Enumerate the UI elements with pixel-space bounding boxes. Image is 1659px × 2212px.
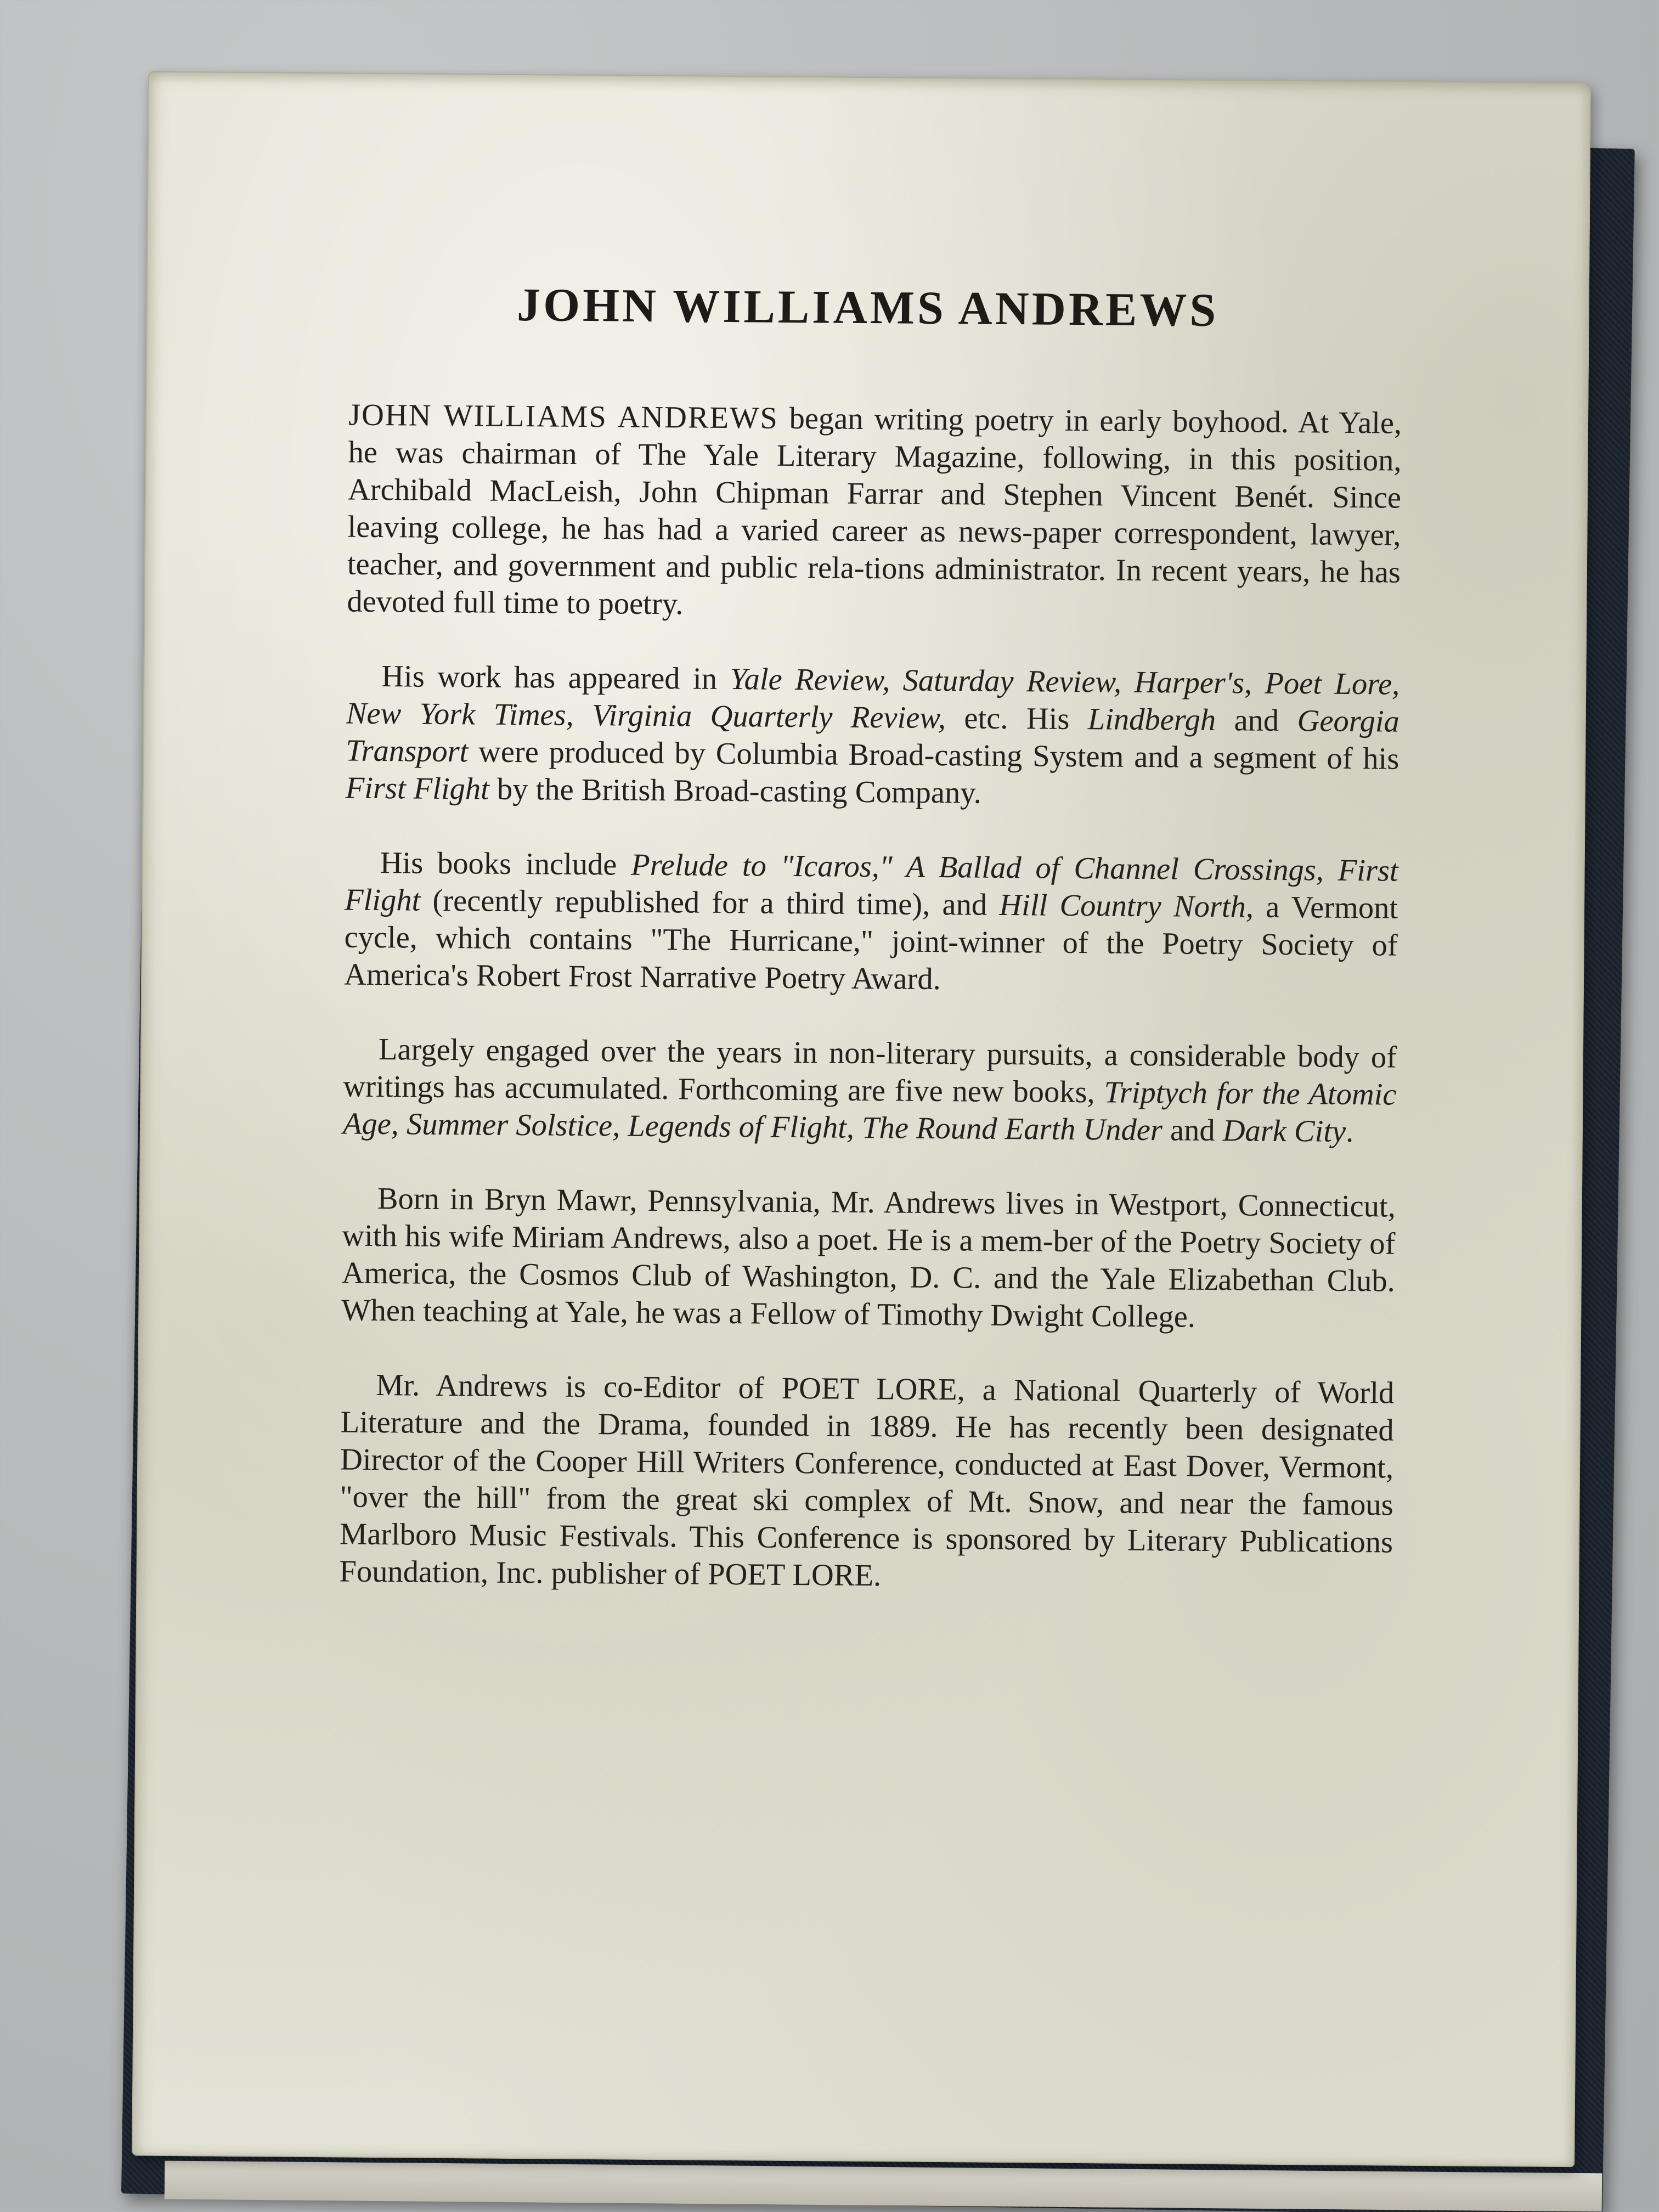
biography-text bbox=[339, 397, 1402, 1636]
bio-paragraph-3 bbox=[344, 844, 1398, 1002]
paragraph-text: Born in Bryn Mawr, Pennsylvania, Mr. Andrews lives in Westport, Connecticut, with his wife Miriam Andrews, also a poet. He is a mem-ber of the Poetry Society of America, the Cosmos Club of Washington, D. C. and the Yale Elizabethan Club. When teaching at Yale, he was a Fellow of Timothy Dwight College. bbox=[341, 1182, 1396, 1334]
paragraph-text: began writing poetry in early boyhood. At Yale, he was chairman of The Yale Literary Magazine, following, in this position, Archibald MacLeish, John Chipman Farrar and Stephen Vincent Benét. Since leaving college, he has had a varied career as news-paper correspondent, lawyer, teacher, and government and public rela-tions administrator. In recent years, he has devoted full time to poetry. bbox=[347, 401, 1402, 622]
bio-paragraph-6 bbox=[339, 1367, 1394, 1599]
paragraph-text: . bbox=[1345, 1114, 1354, 1149]
paragraph-text: Mr. Andrews is co-Editor of POET LORE, a National Quarterly of World Literature and the Drama, founded in 1889. He has recently been designated Director of the Cooper Hill Writers Conference, conducted at East Dover, Vermont, "over the hill" from the great ski complex of Mt. Snow, and near the famous Marlboro Music Festivals. This Conference is sponsored by Literary Publications Foundation, Inc. publisher of POET LORE. bbox=[339, 1368, 1395, 1593]
paragraph-text: Largely engaged over the years in non-literary pursuits, a considerable body of writings has accumulated. Forthcoming are five new books, bbox=[343, 1032, 1397, 1110]
italic-title: Hill Country North, bbox=[999, 888, 1254, 924]
italic-titles: Prelude to "Icaros," A Ballad of Channel Crossings, First Flight bbox=[344, 848, 1398, 918]
paragraph-text: by the British Broad-casting Company. bbox=[489, 772, 982, 810]
paragraph-text: and bbox=[1215, 703, 1297, 738]
italic-title: Lindbergh bbox=[1087, 702, 1216, 737]
italic-title: Georgia Transport bbox=[346, 704, 1400, 769]
bio-paragraph-5 bbox=[341, 1180, 1396, 1338]
paragraph-text: (recently republished for a third time), and bbox=[420, 883, 1000, 922]
paragraph-text: His books include bbox=[380, 846, 631, 882]
italic-title: Dark City bbox=[1222, 1114, 1346, 1149]
bio-paragraph-1 bbox=[347, 397, 1402, 629]
italic-titles: Triptych for the Atomic Age, Summer Solstice, Legends of Flight, The Round Earth Under bbox=[342, 1075, 1397, 1148]
bio-paragraph-4 bbox=[343, 1031, 1397, 1151]
paragraph-text: etc. His bbox=[945, 701, 1088, 737]
paragraph-text: and bbox=[1162, 1113, 1223, 1148]
bio-paragraph-2 bbox=[346, 658, 1400, 815]
author-title: JOHN WILLIAMS ANDREWS bbox=[516, 278, 1219, 337]
paragraph-text: His work has appeared in bbox=[381, 659, 730, 697]
italic-titles: Yale Review, Saturday Review, Harper's, Poet Lore, New York Times, Virginia Quarterly Review, bbox=[346, 662, 1400, 736]
author-name-lead: JOHN WILLIAMS ANDREWS bbox=[348, 398, 779, 436]
italic-title: First Flight bbox=[345, 771, 490, 806]
paragraph-text: a Vermont cycle, which contains "The Hurricane," joint-winner of the Poetry Society of America's Robert Frost Narrative Poetry Award. bbox=[343, 890, 1398, 997]
paragraph-text: were produced by Columbia Broad-casting System and a segment of his bbox=[468, 735, 1400, 776]
dust-jacket-back bbox=[132, 71, 1591, 2168]
